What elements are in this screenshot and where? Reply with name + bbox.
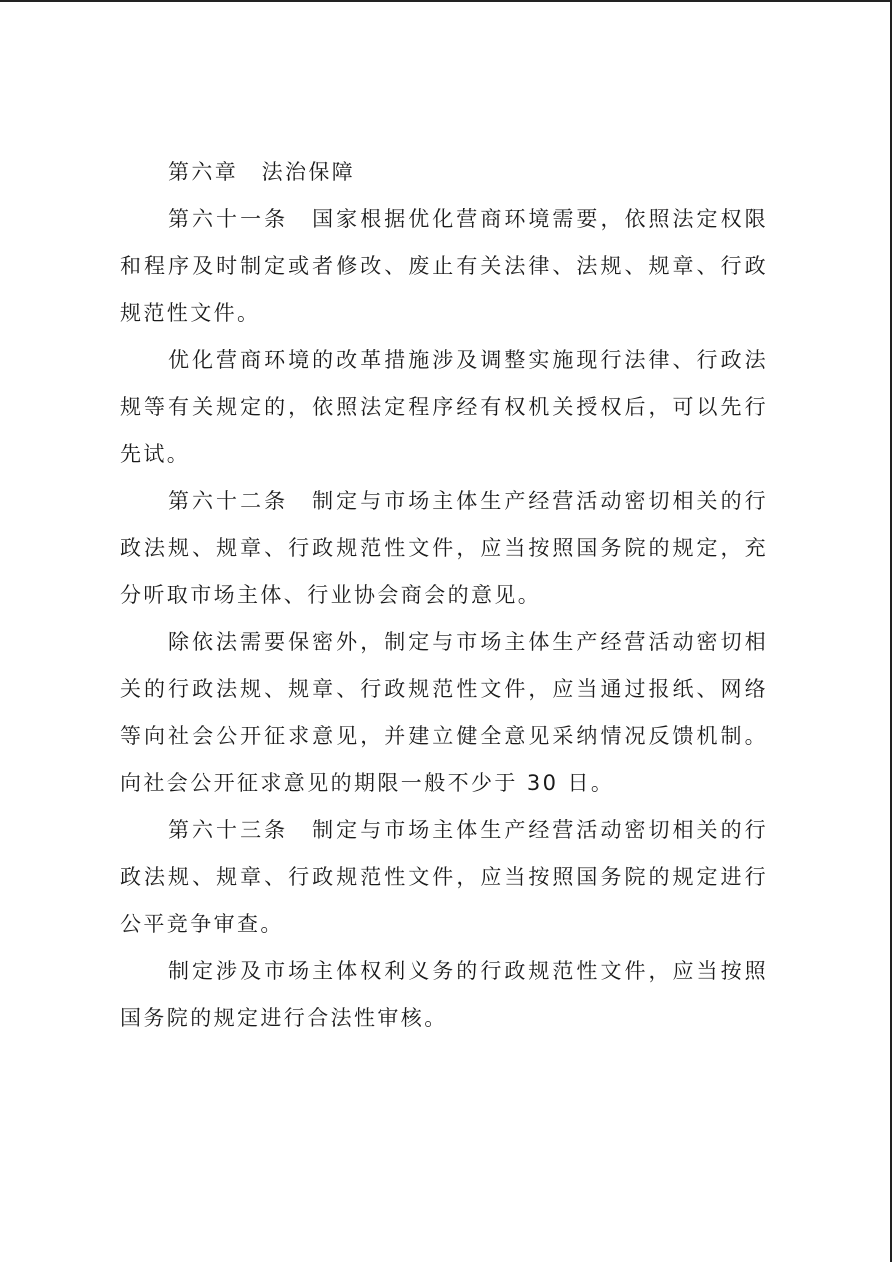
article-61-paragraph-1	[120, 196, 768, 337]
article-61-paragraph-2: 优化营商环境的改革措施涉及调整实施现行法律、行政法规等有关规定的，依照法定程序经有权机关授权后，可以先行先试。	[120, 348, 768, 466]
chapter-title: 第六章 法治保障	[168, 160, 356, 184]
document-page	[120, 149, 768, 1042]
article-61-text-1: 国家根据优化营商环境需要，依照法定权限和程序及时制定或者修改、废止有关法律、法规、规章、行政规范性文件。	[120, 207, 768, 325]
article-63-text-1: 制定与市场主体生产经营活动密切相关的行政法规、规章、行政规范性文件，应当按照国务院的规定进行公平竞争审查。	[120, 818, 768, 936]
article-63-paragraph-1	[120, 807, 768, 948]
article-61-head: 第六十一条	[168, 207, 289, 231]
article-62-paragraph-1	[120, 478, 768, 619]
article-62-paragraph-2: 除依法需要保密外，制定与市场主体生产经营活动密切相关的行政法规、规章、行政规范性文件，应当通过报纸、网络等向社会公开征求意见，并建立健全意见采纳情况反馈机制。向社会公开征求意见的期限一般不少于 30 日。	[120, 630, 768, 795]
article-63-paragraph-2: 制定涉及市场主体权利义务的行政规范性文件，应当按照国务院的规定进行合法性审核。	[120, 959, 768, 1030]
article-63-head: 第六十三条	[168, 818, 289, 842]
article-62-text-1: 制定与市场主体生产经营活动密切相关的行政法规、规章、行政规范性文件，应当按照国务院的规定，充分听取市场主体、行业协会商会的意见。	[120, 489, 768, 607]
article-62-head: 第六十二条	[168, 489, 289, 513]
page-top-border	[0, 0, 892, 2]
